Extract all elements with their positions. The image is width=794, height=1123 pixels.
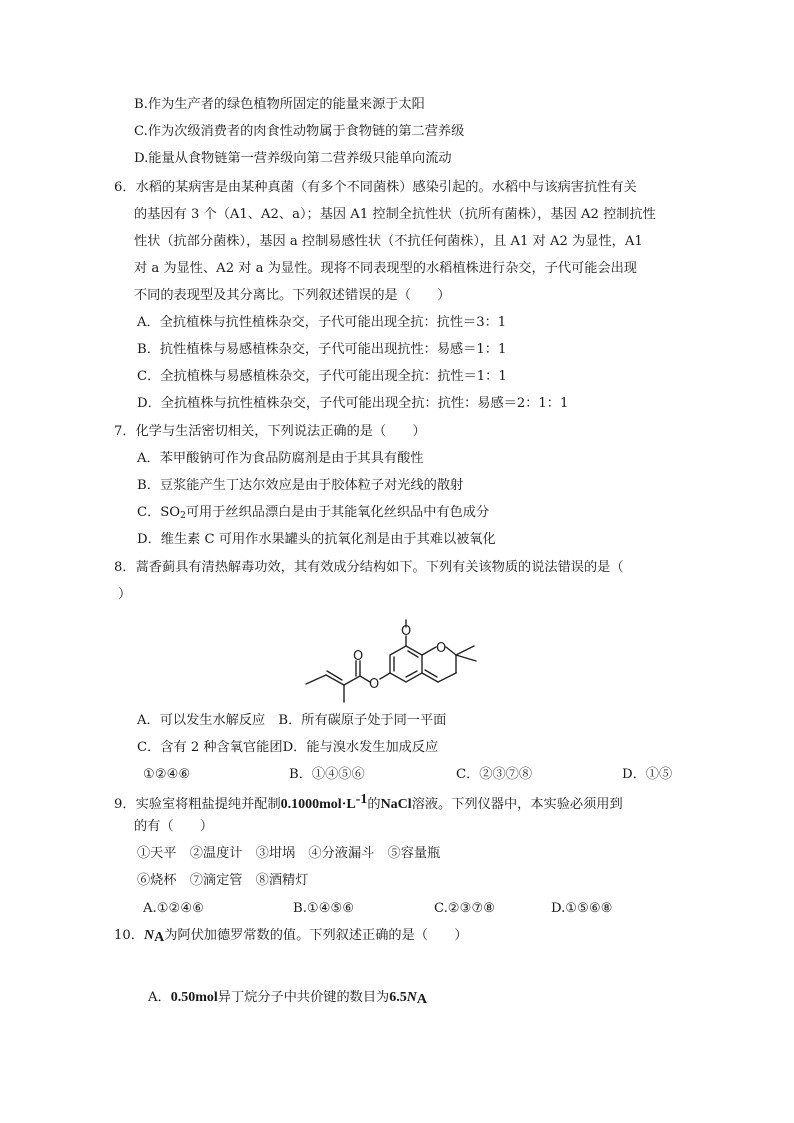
q8-stray-option-3: C．②③⑦⑧ [456,767,533,782]
chemical-structure-diagram [296,616,496,708]
q6-stem-line-3: 性状（抗部分菌株），基因 a 控制易感性状（不抗任何菌株），且 A1 对 A2 为显性，A1 [134,234,643,249]
q8-stray-option-1: ①②④⑥ [143,767,191,782]
q9-option-d: D.①⑤⑥⑧ [551,901,613,916]
q8-stray-option-2: B．①④⑤⑥ [289,767,365,782]
q6-option-b: B．抗性植株与易感植株杂交，子代可能出现抗性：易感＝1：1 [137,342,507,357]
ester-oxygen-label: O [369,677,380,692]
q7-option-c: C．$SO_2$可用于丝织品漂白是由于其能氧化丝织品中有色成分 [137,505,490,521]
ring-oxygen-label: O [436,641,447,656]
q8-options-row-1: A．可以发生水解反应 B．所有碳原子处于同一平面 [137,713,447,728]
q8-stem-line-1: 8．蒿香蓟具有清热解毒功效，其有效成分结构如下。下列有关该物质的说法错误的是（ [114,560,624,575]
q9-option-c: C.②③⑦⑧ [434,901,496,916]
q8-options-row-2: C．含有 2 种含氧官能团D．能与溴水发生加成反应 [137,740,439,755]
q9-option-b: B.①④⑤⑥ [293,901,355,916]
q6-option-d: D．全抗植株与抗性植株杂交，子代可能出现全抗：抗性：易感＝2：1：1 [137,396,569,411]
methoxy-oxygen-label: O [401,624,412,639]
q9-stem-line-2: 的有（ ） [134,819,214,834]
q7-option-d: D．维生素 C 可用作水果罐头的抗氧化剂是由于其难以被氧化 [137,532,496,547]
q7-option-a: A．苯甲酸钠可作为食品防腐剂是由于其具有酸性 [137,451,424,466]
q6-stem-line-2: 的基因有 3 个（A1、A2、a）；基因 A1 控制全抗性状（抗所有菌株），基因 A2 控制抗性 [134,207,656,222]
q5-option-b: B.作为生产者的绿色植物所固定的能量来源于太阳 [134,97,425,112]
q8-stem-line-2: ） [118,587,132,602]
q10-option-a: A．0.50mol异丁烷分子中共价键的数目为$6.5N_A$ [148,990,427,1007]
q6-option-a: A．全抗植株与抗性植株杂交，子代可能出现全抗：抗性＝3：1 [137,315,507,330]
q10-stem: 10．$N_A$为阿伏加德罗常数的值。下列叙述正确的是（ ） [114,928,468,945]
q9-instrument-row-1: ①天平 ②温度计 ③坩埚 ④分液漏斗 ⑤容量瓶 [137,846,441,861]
q9-instrument-row-2: ⑥烧杯 ⑦滴定管 ⑧酒精灯 [137,873,309,888]
q9-option-a: A.①②④⑥ [143,901,205,916]
q7-option-b: B．豆浆能产生丁达尔效应是由于胶体粒子对光线的散射 [137,478,464,493]
q9-stem-line-1: 9．实验室将粗盐提纯并配制$0.1000mol\cdot L^{-1}$的NaCl溶液。下列仪器中，本实验必须用到 [114,792,623,812]
q6-stem-line-5: 不同的表现型及其分离比。下列叙述错误的是（ ） [134,288,451,303]
q8-stray-option-4: D．①⑤ [622,767,673,782]
q6-option-c: C．全抗植株与易感植株杂交，子代可能出现全抗：抗性＝1：1 [137,369,507,384]
carbonyl-oxygen-label: O [353,649,364,664]
q5-option-d: D.能量从食物链第一营养级向第二营养级只能单向流动 [134,151,452,166]
q6-stem-line-4: 对 a 为显性、A2 对 a 为显性。现将不同表现型的水稻植株进行杂交，子代可能会出现 [134,261,637,276]
q6-stem-line-1: 6．水稻的某病害是由某种真菌（有多个不同菌株）感染引起的。水稻中与该病害抗性有关 [114,180,637,195]
q5-option-c: C.作为次级消费者的肉食性动物属于食物链的第二营养级 [134,124,465,139]
q7-stem: 7．化学与生活密切相关，下列说法正确的是（ ） [114,424,426,439]
